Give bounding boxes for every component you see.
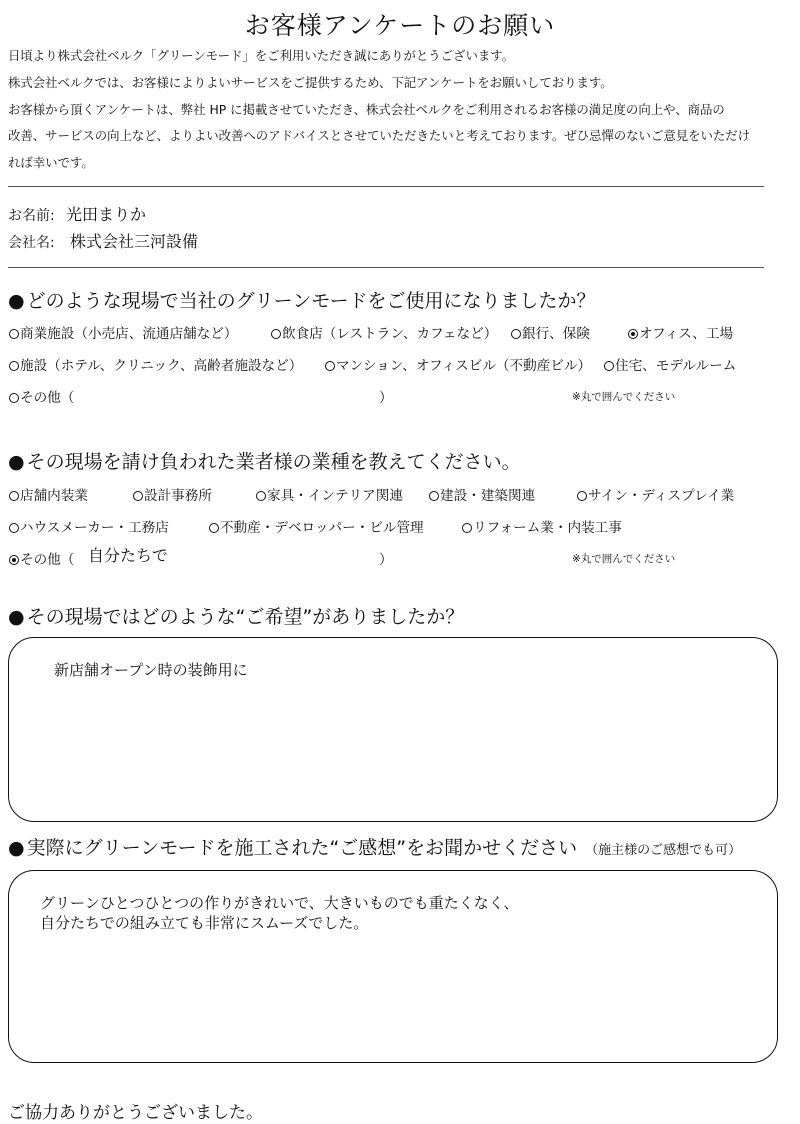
q1-option-bank[interactable]: 銀行、保険 [511,322,590,342]
q4-answer-text: グリーンひとつひとつの作りがきれいで、大きいものでも重たくなく、 自分たちでの組み立ても非常にスムーズでした。 [40,894,519,932]
question-4-subnote: （施主様のご感想でも可） [585,843,742,858]
radio-circle-icon [133,491,143,501]
intro-line-3: お客様から頂くアンケートは、弊社 HP に掲載させていただき、株式会社ベルクをご利用されるお客様の満足度の向上や、商品の [8,102,725,117]
intro-line-1: 日頃より株式会社ベルク「グリーンモード」をご利用いただき誠にありがとうございます。 [8,48,515,63]
bullet-icon: ● [8,606,25,628]
question-1-text: どのような現場で当社のグリーンモードをご使用になりましたか？ [26,290,596,312]
company-label: 会社名: [8,235,55,251]
q1-option-house[interactable]: 住宅、モデルルーム [604,354,736,374]
page-title: お客様アンケートのお願い [244,11,556,40]
q2-option-design[interactable]: 設計事務所 [133,484,212,504]
radio-circle-icon [429,491,439,501]
radio-circle-icon [209,523,219,533]
q1-option-commercial[interactable]: 商業施設（小売店、流通店舗など） [9,322,238,342]
radio-selected-icon [9,555,19,565]
radio-circle-icon [577,491,587,501]
radio-circle-icon [9,361,19,371]
q2-other-close: ） [379,552,393,568]
q1-note: ※丸で囲んでください [572,391,676,403]
question-2 [8,447,521,474]
question-3 [8,602,464,629]
radio-circle-icon [9,491,19,501]
name-label: お名前: [8,208,55,224]
q1-option-restaurant[interactable]: 飲食店（レストラン、カフェなど） [271,322,497,342]
radio-circle-icon [9,393,19,403]
bullet-icon: ● [8,837,25,859]
question-4-text: 実際にグリーンモードを施工された“ご感想”をお聞かせください [26,837,578,859]
radio-circle-icon [9,329,19,339]
intro-line-5: れば幸いです。 [8,155,94,170]
radio-circle-icon [9,523,19,533]
closing-text: ご協力ありがとうございました。 [8,1103,263,1123]
q2-option-realestate[interactable]: 不動産・デベロッパー・ビル管理 [209,516,424,536]
radio-circle-icon [256,491,266,501]
divider-top [8,186,764,187]
company-value: 株式会社三河設備 [70,232,199,251]
question-1 [8,286,595,313]
intro-line-2: 株式会社ベルクでは、お客様によりよいサービスをご提供するため、下記アンケートをお願いしております。 [8,75,613,90]
radio-circle-icon [325,361,335,371]
question-2-text: その現場を請け負われた業者様の業種を教えてください。 [26,451,521,473]
divider-middle [8,267,764,268]
q3-answer-text: 新店舗オープン時の装飾用に [54,661,248,679]
q1-option-other[interactable]: その他（ [9,386,74,406]
question-3-text: その現場ではどのような“ご希望”がありましたか？ [26,606,465,628]
q2-option-reform[interactable]: リフォーム業・内装工事 [462,516,622,536]
q1-other-close: ） [379,390,393,406]
name-value: 光田まりか [66,205,147,224]
q2-option-sign[interactable]: サイン・ディスプレイ業 [577,484,734,504]
q1-option-office[interactable]: オフィス、工場 [628,322,733,342]
q2-note: ※丸で囲んでください [572,553,676,565]
question-4 [8,833,741,860]
radio-selected-icon [628,329,638,339]
radio-circle-icon [462,523,472,533]
intro-line-4: 改善、サービスの向上など、よりよい改善へのアドバイスとさせていただきたいと考えております。ぜひ忌憚のないご意見をいただけ [8,128,751,143]
q2-option-furniture[interactable]: 家具・インテリア関連 [256,484,403,504]
q2-other-value[interactable]: 自分たちで [88,546,168,565]
q2-option-other[interactable]: その他（ [9,548,74,568]
radio-circle-icon [604,361,614,371]
bullet-icon: ● [8,451,25,473]
q1-option-facility[interactable]: 施設（ホテル、クリニック、高齢者施設など） [9,354,302,374]
q2-option-housemaker[interactable]: ハウスメーカー・工務店 [9,516,169,536]
q2-option-interior[interactable]: 店舗内装業 [9,484,88,504]
radio-circle-icon [511,329,521,339]
q2-option-construction[interactable]: 建設・建築関連 [429,484,535,504]
q1-option-mansion[interactable]: マンション、オフィスビル（不動産ビル） [325,354,591,374]
radio-circle-icon [271,329,281,339]
bullet-icon: ● [8,290,25,312]
